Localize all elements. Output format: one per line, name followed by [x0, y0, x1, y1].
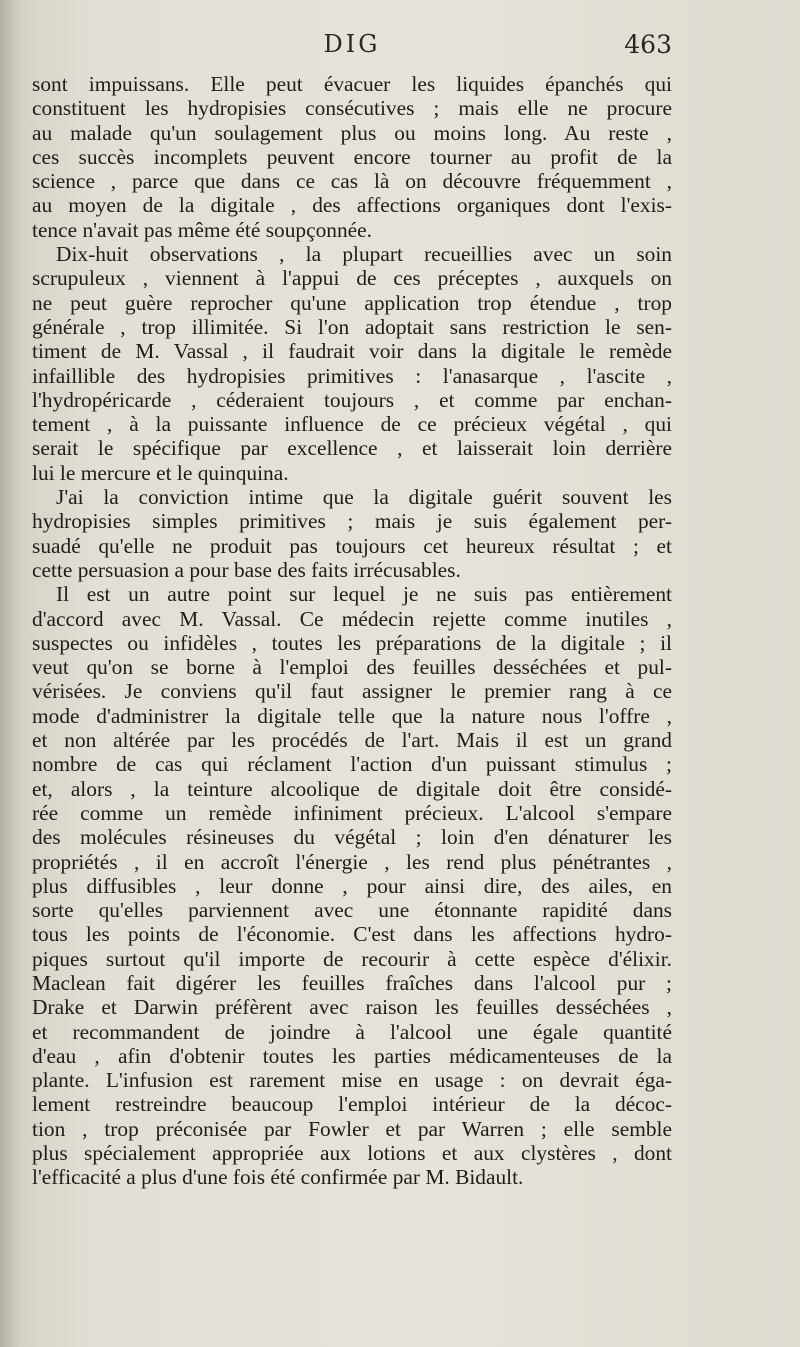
text-line: au malade qu'un soulagement plus ou moins long. Au reste , — [32, 120, 672, 145]
running-head: DIG — [323, 30, 381, 58]
text-line: mode d'administrer la digitale telle que la nature nous l'offre , — [32, 703, 672, 728]
text-line: Il est un autre point sur lequel je ne suis pas entièrement — [56, 582, 672, 607]
paragraph — [32, 485, 672, 582]
text-line: et recommandent de joindre à l'alcool une égale quantité — [32, 1019, 672, 1044]
page-header — [32, 30, 672, 70]
text-line: d'accord avec M. Vassal. Ce médecin rejette comme inutiles , — [32, 606, 672, 631]
text-line: tion , trop préconisée par Fowler et par Warren ; elle semble — [32, 1116, 672, 1141]
text-line: sont impuissans. Elle peut évacuer les liquides épanchés qui — [32, 72, 672, 96]
text-line: J'ai la conviction intime que la digitale guérit souvent les — [56, 485, 672, 510]
text-line: Dix-huit observations , la plupart recueillies avec un soin — [56, 242, 672, 267]
paragraph — [32, 72, 672, 242]
text-line: ne peut guère reprocher qu'une application trop étendue , trop — [32, 290, 672, 315]
text-line: constituent les hydropisies consécutives ; mais elle ne procure — [32, 96, 672, 121]
text-line: des molécules résineuses du végétal ; loin d'en dénaturer les — [32, 825, 672, 850]
text-line: tence n'avait pas même été soupçonnée. — [32, 217, 373, 242]
text-line: scrupuleux , viennent à l'appui de ces préceptes , auxquels on — [32, 266, 672, 291]
paragraph — [32, 242, 672, 485]
text-line: science , parce que dans ce cas là on découvre fréquemment , — [32, 169, 672, 194]
text-line: veut qu'on se borne à l'emploi des feuilles desséchées et pul- — [32, 655, 672, 680]
body-text — [32, 72, 672, 1190]
text-line: l'efficacité a plus d'une fois été confirmée par M. Bidault. — [32, 1165, 524, 1190]
text-line: piques surtout qu'il importe de recourir à cette espèce d'élixir. — [32, 946, 672, 971]
text-line: propriétés , il en accroît l'énergie , les rend plus pénétrantes , — [32, 849, 672, 874]
text-line: lement restreindre beaucoup l'emploi intérieur de la décoc- — [32, 1092, 672, 1117]
text-line: nombre de cas qui réclament l'action d'un puissant stimulus ; — [32, 752, 672, 777]
text-line: cette persuasion a pour base des faits irrécusables. — [32, 557, 461, 582]
text-line: lui le mercure et le quinquina. — [32, 460, 289, 485]
text-line: ces succès incomplets peuvent encore tourner au profit de la — [32, 144, 672, 169]
text-line: suadé qu'elle ne produit pas toujours cet heureux résultat ; et — [32, 533, 672, 558]
text-line: sorte qu'elles parviennent avec une étonnante rapidité dans — [32, 898, 672, 923]
text-line: hydropisies simples primitives ; mais je suis également per- — [32, 509, 672, 534]
paragraph — [32, 582, 672, 1189]
text-line: d'eau , afin d'obtenir toutes les parties médicamenteuses de la — [32, 1043, 672, 1068]
text-line: générale , trop illimitée. Si l'on adoptait sans restriction le sen- — [32, 314, 672, 339]
text-line: plus diffusibles , leur donne , pour ainsi dire, des ailes, en — [32, 873, 672, 898]
text-line: plante. L'infusion est rarement mise en usage : on devrait éga- — [32, 1068, 672, 1093]
text-line: et, alors , la teinture alcoolique de digitale doit être considé- — [32, 776, 672, 801]
text-line: infaillible des hydropisies primitives : l'anasarque , l'ascite , — [32, 363, 672, 388]
text-line: l'hydropéricarde , céderaient toujours , et comme par enchan- — [32, 387, 672, 412]
text-line: serait le spécifique par excellence , et laisserait loin derrière — [32, 436, 672, 461]
text-line: et non altérée par les procédés de l'art. Mais il est un grand — [32, 728, 672, 753]
text-line: rée comme un remède infiniment précieux. L'alcool s'empare — [32, 800, 672, 825]
text-line: tous les points de l'économie. C'est dans les affections hydro- — [32, 922, 672, 947]
text-line: tement , à la puissante influence de ce précieux végétal , qui — [32, 412, 672, 437]
text-line: Drake et Darwin préfèrent avec raison les feuilles desséchées , — [32, 995, 672, 1020]
text-line: vérisées. Je conviens qu'il faut assigner le premier rang à ce — [32, 679, 672, 704]
page-number: 463 — [624, 30, 672, 59]
text-line: Maclean fait digérer les feuilles fraîches dans l'alcool pur ; — [32, 970, 672, 995]
text-line: suspectes ou infidèles , toutes les préparations de la digitale ; il — [32, 630, 672, 655]
text-line: au moyen de la digitale , des affections organiques dont l'exis- — [32, 193, 672, 218]
text-line: timent de M. Vassal , il faudrait voir dans la digitale le remède — [32, 339, 672, 364]
text-line: plus spécialement appropriée aux lotions et aux clystères , dont — [32, 1141, 672, 1166]
